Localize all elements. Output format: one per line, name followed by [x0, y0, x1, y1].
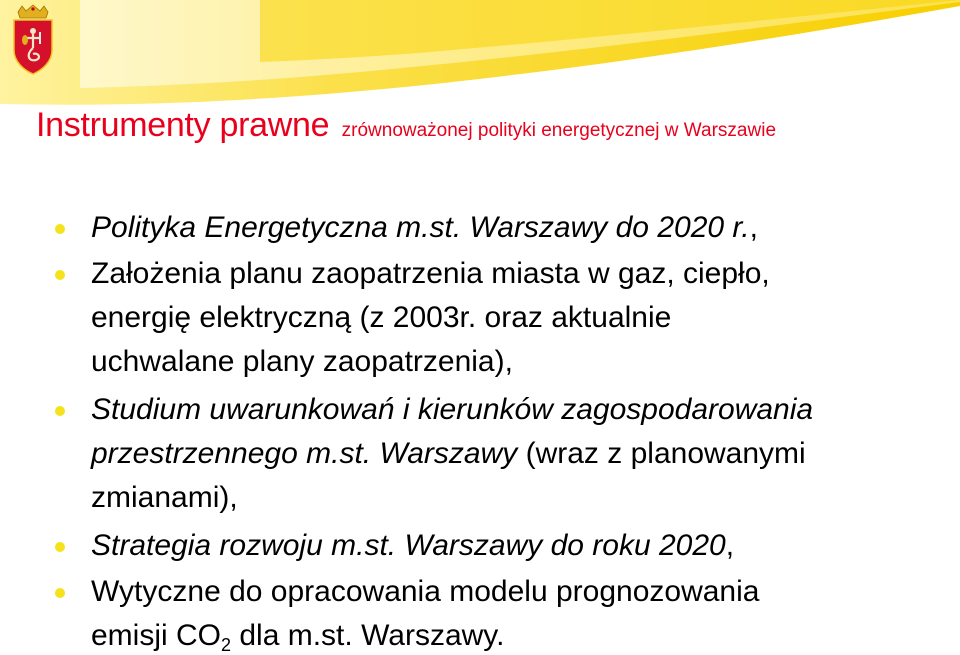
- bullet-dot-icon: [55, 224, 65, 234]
- warsaw-coat-of-arms-icon: [8, 4, 58, 76]
- bullet-line: uchwalane plany zaopatrzenia),: [91, 345, 513, 378]
- bullet-line: emisji $CO_2$ dla m.st. Warszawy.: [91, 619, 505, 655]
- bullet-dot-icon: [55, 542, 65, 552]
- bullet-line: Strategia rozwoju m.st. Warszawy do roku 2020,: [91, 529, 735, 562]
- bullet-line: Polityka Energetyczna m.st. Warszawy do 2020 r.,: [91, 211, 758, 244]
- bullet-dot-icon: [55, 588, 65, 598]
- yellow-wave-banner: [0, 0, 960, 110]
- title-main: Instrumenty prawne: [36, 106, 330, 144]
- bullet-line: Studium uwarunkowań i kierunków zagospodarowania: [91, 393, 814, 426]
- bullet-line: zmianami),: [91, 481, 238, 514]
- bullet-line: przestrzennego m.st. Warszawy (wraz z planowanymi: [91, 437, 806, 470]
- bullet-dot-icon: [55, 270, 65, 280]
- bullet-line: Wytyczne do opracowania modelu prognozowania: [91, 575, 760, 608]
- title-subtitle: zrównoważonej polityki energetycznej w Warszawie: [341, 120, 777, 141]
- bullet-line: Założenia planu zaopatrzenia miasta w gaz, ciepło,: [91, 257, 770, 290]
- bullet-dot-icon: [55, 406, 65, 416]
- slide-title: [36, 106, 946, 145]
- bullet-line: energię elektryczną (z 2003r. oraz aktualnie: [91, 301, 672, 334]
